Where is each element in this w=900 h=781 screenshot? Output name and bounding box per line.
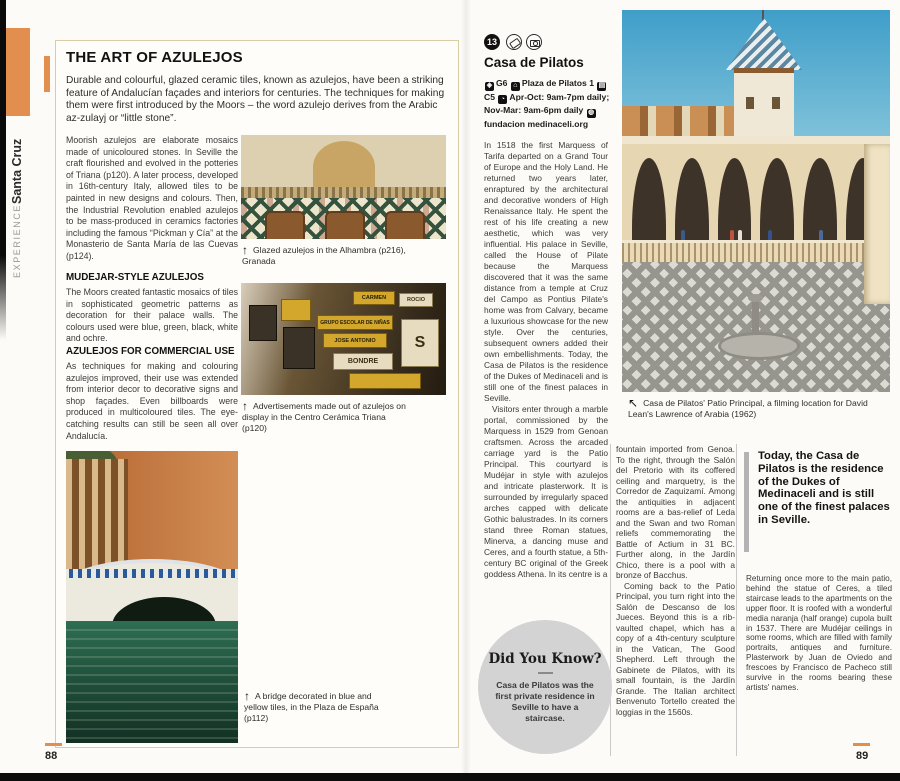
page-number-right: 89 — [856, 750, 869, 762]
entry-title: Casa de Pilatos — [484, 55, 584, 70]
feature-subhead-1: MUDEJAR-STYLE AZULEJOS — [66, 272, 204, 283]
fountain-bowl — [748, 294, 763, 302]
dome-silhouette — [313, 141, 375, 193]
page-number-dash — [853, 743, 870, 746]
did-you-know-title: Did You Know? — [488, 650, 602, 667]
tile-plaque: JOSE ANTONIO — [323, 333, 387, 348]
tile-plaque: BONDRE — [333, 353, 393, 370]
tile-plaque-decor — [249, 305, 277, 341]
caption-bridge: ↑ A bridge decorated in blue and yellow tiles, in the Plaza de España (p112) — [244, 689, 379, 723]
feature-box — [55, 40, 459, 748]
blue-tile-railing — [66, 569, 238, 578]
arch — [718, 158, 752, 240]
tower — [734, 68, 794, 143]
fountain-basin — [718, 332, 800, 360]
body-paragraph: Coming back to the Patio Principal, you turn right into the Salón de Descanso de los Jueces. Beyond this is a rib-vaulted chapel, which has a copy of a 4th-century sculpture in the Vatican, The Good Shepherd. Left through the Gabinete de Pilatos, with its small fountain, is the Jardín Grande. The Italian architect Benvenuto Tortello created the loggias in the 1560s. — [616, 580, 735, 717]
map-ref-icon: ◈ — [486, 82, 493, 89]
alhambra-tiles-photo — [241, 135, 446, 239]
hours-icon: ◔ — [498, 95, 507, 104]
arch — [760, 158, 794, 240]
feature-intro: Durable and colourful, glazed ceramic tiles, known as azulejos, have been a striking feature of Andalucían façades and interiors for centuries. The techniques for making them were first introduced by the Moors – the word azulejo derives from the Arabic az-zulayj or “little stone”. — [66, 75, 445, 124]
tile-plaque-decor: S — [401, 319, 439, 367]
feature-title: THE ART OF AZULEJOS — [66, 49, 243, 66]
up-arrow-icon: ↑ — [242, 399, 248, 413]
tile-plaque-decor — [283, 327, 315, 369]
chair — [265, 211, 305, 239]
calligraphy-band — [241, 187, 446, 198]
body-column-2 — [616, 444, 735, 717]
tile-plaque-decor — [349, 373, 421, 389]
tile-plaque: GRUPO ESCOLAR DE NIÑAS — [317, 315, 393, 330]
pull-quote-bar — [744, 452, 749, 552]
ticket-icon — [506, 34, 522, 50]
page-gutter — [461, 0, 471, 773]
pull-quote: Today, the Casa de Pilatos is the residence of the Dukes of Medinaceli and is still one of the finest palaces in Seville. — [758, 450, 890, 526]
sidebar-area-label: Santa Cruz — [10, 138, 24, 204]
tile-plaque: ROCIO — [399, 293, 433, 307]
address: Plaza de Pilatos 1 — [521, 78, 594, 88]
entry-number-badge: 13 — [484, 34, 500, 50]
up-arrow-icon: ↑ — [242, 243, 248, 257]
page-bottom-edge — [0, 773, 900, 781]
opening-hours: Apr-Oct: 9am-7pm daily; Nov-Mar: 9am-6pm daily — [484, 91, 610, 115]
arch — [632, 158, 666, 240]
body-paragraph: fountain imported from Genoa. To the right, through the Salón del Pretorio with its coffered ceiling and marquetry, is the Corredor de Zaquizamí. Among the antiquities in adjacent rooms are a bas-relief of Leda and the Swan and two Roman reliefs commemorating the Battle of Actium in 31 BC. Further along, in the Jardín Chico, there is a pool with a bronze of Bacchus. — [616, 444, 735, 580]
column-divider — [610, 444, 611, 756]
sidebar-vertical-label — [0, 118, 34, 308]
tile-plaque: CARMEN — [353, 291, 395, 305]
body-paragraph: In 1518 the first Marquess of Tarifa departed on a Grand Tour of Europe and the Holy Land. He returned two years later, enraptured by the architectural and decorative wonders of High Renaissance Italy. He spent the rest of his life creating a new aesthetic, which was very influential. His palace in Seville, called the House of Pilate because the Marquess discovered that it was the same distance from a temple at Cruz del Campo as Pontius Pilate's home was from Calvary, became a luxurious showcase for the new style. Over the centuries, subsequent owners added their own embellishments. Today, the Casa de Pilatos is the residence of the Dukes of Medinaceli and is still one of the finest palaces in Seville. — [484, 140, 608, 403]
tile-plaque-decor — [281, 299, 311, 321]
arch — [675, 158, 709, 240]
body-paragraph: Visitors enter through a marble portal, commissioned by the Marquess in 1529 from Genoan craftsmen. Across the arcaded carriage yard is the Patio Principal. This courtyard is Mudéjar in style with azulejos and intricate plasterwork. It is surrounded by irregularly spaced arches capped with delicate Gothic balustrades. In its corners stand three Roman statues, Minerva, a dancing muse and Ceres, and a fourth statue, a 5th-century BC original of the Greek goddess Athena. In its centre is a — [484, 404, 608, 579]
caption-advertisements: ↑ Advertisements made out of azulejos on display in the Centro Cerámica Triana (p120) — [242, 399, 406, 433]
page-number-dash — [45, 743, 62, 746]
section-color-tab — [6, 28, 30, 116]
tile-advertisements-photo — [241, 283, 446, 395]
chair — [385, 211, 425, 239]
chair — [325, 211, 365, 239]
feature-paragraph-2: The Moors created fantastic mosaics of tiles in sophisticated geometric patterns as decoration for their palace walls. The colours used were blue, green, black, white and ochre. — [66, 287, 238, 344]
did-you-know-circle — [478, 620, 612, 754]
body-column-3: Returning once more to the main patio, behind the statue of Ceres, a tiled staircase leads to the apartments on the upper floor. It is roofed with a wonderful media naranja (half orange) cupola built in 1537. There are Mudéjar ceilings in some rooms, which are filled with family portraits, antiques and furniture. Plasterwork by Juan de Oviedo and frescoes by Francisco de Pacheco still survive in the rooms bearing these artists' names. — [746, 574, 892, 692]
arch — [803, 158, 837, 240]
water-reflections — [66, 629, 238, 739]
column-divider — [736, 444, 737, 756]
map-ref: G6 — [496, 78, 508, 88]
did-you-know-text: Casa de Pilatos was the first private residence in Seville to have a staircase. — [495, 679, 595, 723]
tower-window — [746, 97, 754, 109]
plaza-espana-bridge-photo — [66, 451, 238, 743]
up-left-arrow-icon: ↖ — [628, 396, 639, 410]
caption-patio: ↖ Casa de Pilatos' Patio Principal, a filming location for David Lean's Lawrence of Arabia (1962) — [628, 396, 868, 419]
tower-window — [772, 97, 780, 109]
feature-subhead-2: AZULEJOS FOR COMMERCIAL USE — [66, 346, 235, 357]
upper-arcade — [622, 144, 890, 240]
transport: C5 — [484, 91, 495, 102]
page-number-left: 88 — [45, 750, 58, 762]
practical-info-block — [484, 77, 616, 130]
feature-paragraph-1: Moorish azulejos are elaborate mosaics made of unicoloured stones. In Seville the craft flourished and evolved in the potteries of Triana (p120). A later process, developed in 16th-century Italy, allowed tiles to be painted in new designs and colours. Then, the Industrial Revolution enabled azulejos to be mass-produced in ceramics factories including the famous “Pickman y Cía” at the Monasterio de Santa María de las Cuevas (p124). — [66, 135, 238, 261]
sidebar-section-label: EXPERIENCE — [12, 203, 22, 278]
divider-dash — [538, 672, 553, 674]
address-icon: ⌂ — [511, 82, 520, 91]
transport-icon: ▤ — [598, 82, 606, 89]
camera-icon — [526, 34, 542, 50]
website: fundacion medinaceli.org — [484, 118, 589, 129]
side-gallery — [864, 144, 890, 304]
body-column-1 — [484, 140, 608, 580]
feature-accent-bar — [44, 56, 50, 92]
casa-de-pilatos-patio-photo — [622, 10, 890, 392]
website-icon: ◍ — [588, 109, 595, 116]
caption-alhambra: ↑ Glazed azulejos in the Alhambra (p216), Granada — [242, 243, 406, 266]
background-rooftops — [622, 106, 734, 138]
feature-paragraph-3: As techniques for making and colouring azulejos improved, their use was extended from interior decor to decorative signs and shop façades. Even billboards were produced in multicoloured tiles. The eye-catching results can still be seen all over Andalucía. — [66, 361, 238, 441]
checkered-tower-roof — [726, 18, 802, 70]
up-arrow-icon: ↑ — [244, 689, 250, 703]
